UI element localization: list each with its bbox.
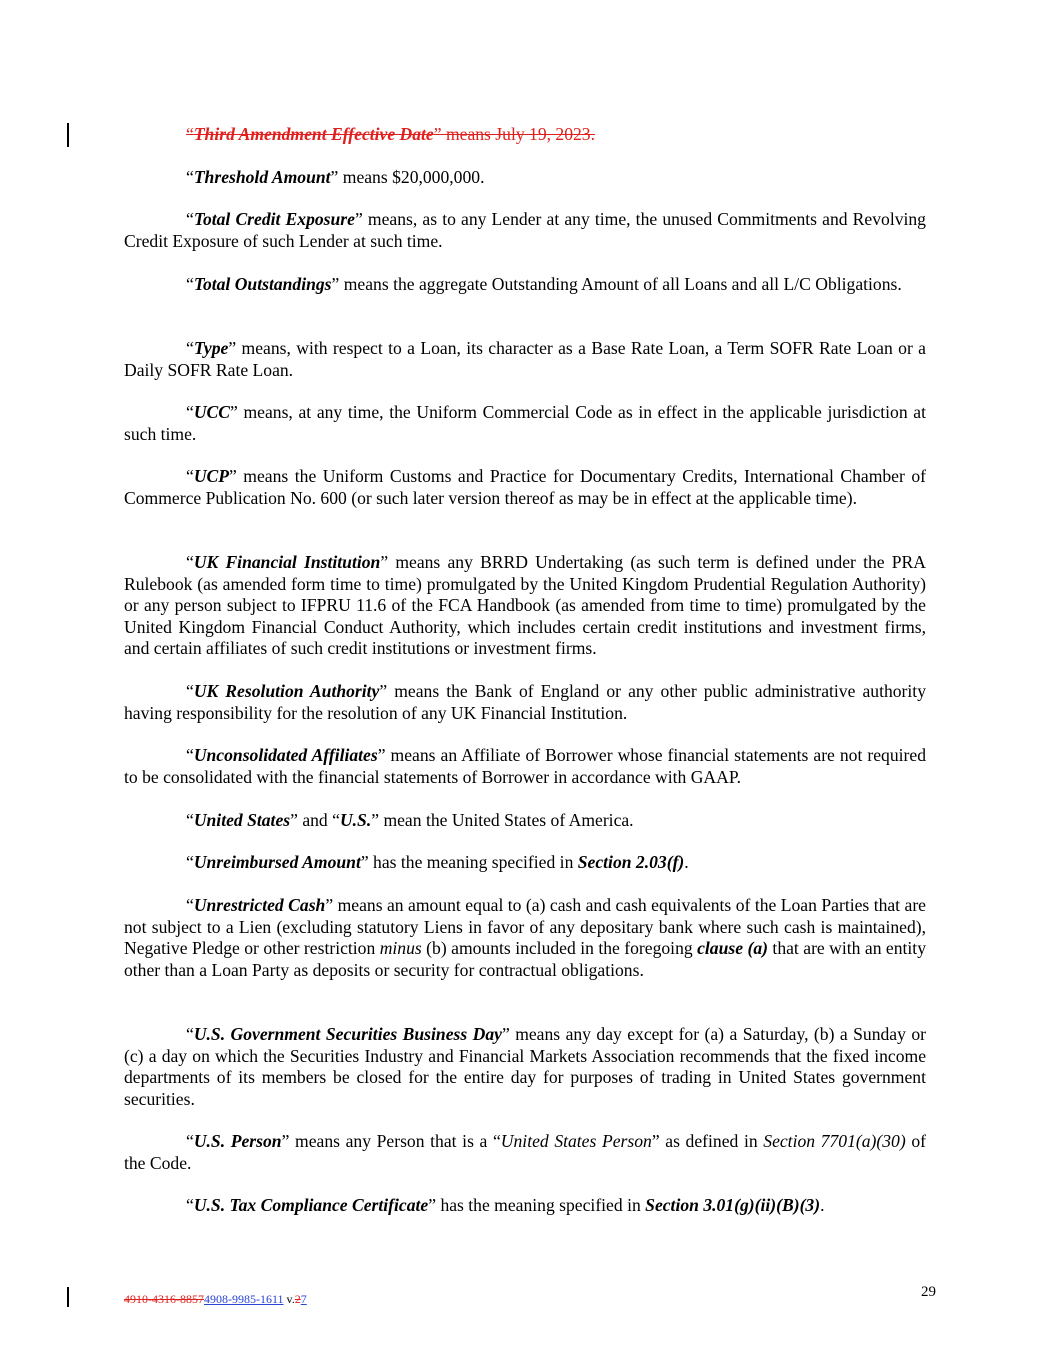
definition-text: “ bbox=[186, 338, 194, 358]
definition-text: ” means any BRRD Undertaking (as such term is defined under the PRA Rulebook (as amended form time to time) promulgated by the United Kingdom Prudential Regulation Authority) or any person subject to IFPRU 11.6 of the FCA Handbook (as amended from time to time) promulgated by the United Kingdom Financial Conduct Authority, which includes certain credit institutions and investment firms, and certain affiliates of such credit institutions or investment firms. bbox=[124, 552, 926, 659]
defined-term: UK Financial Institution bbox=[193, 552, 381, 572]
defined-term: Unconsolidated Affiliates bbox=[193, 745, 378, 765]
deleted-version: 2 bbox=[294, 1292, 301, 1306]
definition-text: “ bbox=[186, 274, 194, 294]
definition-text: ” has the meaning specified in bbox=[428, 1195, 646, 1215]
definition-united-states bbox=[124, 810, 926, 832]
definition-text: ” means $20,000,000. bbox=[330, 167, 485, 187]
definition-us-person bbox=[124, 1131, 926, 1174]
definition-total-outstandings bbox=[124, 274, 926, 296]
definition-third-amendment-effective-date bbox=[124, 124, 926, 146]
definition-text: (b) amounts included in the foregoing bbox=[421, 938, 698, 959]
definition-text: ” means, at any time, the Uniform Commercial Code as in effect in the applicable jurisdiction at such time. bbox=[124, 402, 926, 444]
definition-text: “ bbox=[186, 1024, 194, 1044]
definition-text: ” mean the United States of America. bbox=[371, 810, 634, 830]
definition-text: “ bbox=[186, 895, 194, 915]
definition-text: ” as defined in bbox=[651, 1131, 764, 1151]
defined-term: U.S. Person bbox=[193, 1131, 282, 1151]
definition-text: United States Person bbox=[500, 1131, 652, 1151]
defined-term: U.S. Government Securities Business Day bbox=[193, 1024, 502, 1044]
definition-text: “ bbox=[186, 552, 194, 572]
document-id-footer bbox=[124, 1292, 307, 1307]
defined-term: Type bbox=[193, 338, 229, 358]
definition-text: “ bbox=[186, 466, 194, 486]
definition-text: “ bbox=[186, 852, 194, 872]
version-prefix: v. bbox=[283, 1292, 295, 1306]
defined-term: UCC bbox=[193, 402, 230, 422]
definition-text: ” means the Bank of England or any other public administrative authority having responsibility for the resolution of any UK Financial Institution. bbox=[124, 681, 926, 723]
definition-text: “ bbox=[186, 810, 194, 830]
defined-term: Threshold Amount bbox=[193, 167, 331, 187]
defined-term: Total Outstandings bbox=[193, 274, 332, 294]
defined-term: UK Resolution Authority bbox=[193, 681, 380, 701]
deleted-doc-id: 4910-4316-8857 bbox=[124, 1292, 204, 1306]
definition-text: “ bbox=[186, 745, 194, 765]
definition-text: of the Code. bbox=[124, 1131, 926, 1173]
definition-text: “ bbox=[186, 167, 194, 187]
definition-text: “ bbox=[186, 1131, 194, 1151]
definition-text: “ bbox=[186, 681, 194, 701]
definition-text: ” means the Uniform Customs and Practice for Documentary Credits, International Chamber of Commerce Publication No. 600 (or such later version thereof as may be in effect at the applicable time). bbox=[124, 466, 926, 508]
definition-type bbox=[124, 338, 926, 381]
defined-term: Unrestricted Cash bbox=[193, 895, 326, 915]
definition-text: ” means the aggregate Outstanding Amount of all Loans and all L/C Obligations. bbox=[331, 274, 902, 294]
definition-text: ” means an Affiliate of Borrower whose financial statements are not required to be consolidated with the financial statements of Borrower in accordance with GAAP. bbox=[124, 745, 926, 787]
definition-text: “ bbox=[186, 1195, 194, 1215]
page-number: 29 bbox=[921, 1284, 936, 1300]
definition-text: “ bbox=[186, 124, 194, 144]
change-bar-footer bbox=[67, 1287, 69, 1307]
definition-text: Section 2.03(f) bbox=[577, 852, 685, 872]
definition-us-tax-compliance-certificate bbox=[124, 1195, 926, 1217]
definition-ucp bbox=[124, 466, 926, 509]
definition-threshold-amount bbox=[124, 167, 926, 189]
definition-text: “ bbox=[186, 209, 194, 229]
definition-text: . bbox=[684, 852, 689, 872]
definition-text: ” means any Person that is a “ bbox=[281, 1131, 501, 1151]
defined-term: Total Credit Exposure bbox=[193, 209, 355, 229]
definition-text: ” means an amount equal to (a) cash and cash equivalents of the Loan Parties that are not subject to a Lien (excluding statutory Liens in favor of any depositary bank where such cash is maintained), Negative Pledge or other restriction bbox=[124, 895, 926, 959]
definition-text: . bbox=[820, 1195, 825, 1215]
defined-term: U.S. Tax Compliance Certificate bbox=[193, 1195, 429, 1215]
definition-uk-resolution-authority bbox=[124, 681, 926, 724]
defined-term: UCP bbox=[193, 466, 229, 486]
definition-text: ” has the meaning specified in bbox=[360, 852, 578, 872]
definition-text: minus bbox=[379, 938, 422, 959]
definition-text: Section 3.01(g)(ii)(B)(3) bbox=[645, 1195, 821, 1215]
defined-term: Unreimbursed Amount bbox=[193, 852, 361, 872]
definition-text: “ bbox=[186, 402, 194, 422]
definition-unrestricted-cash bbox=[124, 895, 926, 981]
definition-us-government-securities-business-day bbox=[124, 1024, 926, 1110]
change-bar-top bbox=[67, 123, 69, 147]
definition-text: ” means any day except for (a) a Saturday, (b) a Sunday or (c) a day on which the Securities Industry and Financial Markets Association recommends that the fixed income departments of its members be closed for the entire day for purposes of trading in United States government securities. bbox=[124, 1024, 926, 1109]
definition-text: that are with an entity other than a Loan Party as deposits or security for contractual obligations. bbox=[124, 938, 926, 980]
inserted-version: 7 bbox=[300, 1292, 307, 1306]
definition-text: ” means July 19, 2023. bbox=[433, 124, 596, 144]
definition-uk-financial-institution bbox=[124, 552, 926, 660]
defined-term: United States bbox=[193, 810, 291, 830]
defined-term: Third Amendment Effective Date bbox=[193, 124, 434, 144]
definition-text: Section 7701(a)(30) bbox=[763, 1131, 906, 1151]
definition-total-credit-exposure bbox=[124, 209, 926, 252]
definition-ucc bbox=[124, 402, 926, 445]
definition-text: ” means, as to any Lender at any time, the unused Commitments and Revolving Credit Exposure of such Lender at such time. bbox=[124, 209, 926, 251]
defined-term: U.S. bbox=[339, 810, 372, 830]
inserted-doc-id: 4908-9985-1611 bbox=[204, 1292, 284, 1306]
definition-unreimbursed-amount bbox=[124, 852, 926, 874]
definition-text: ” means, with respect to a Loan, its character as a Base Rate Loan, a Term SOFR Rate Loan or a Daily SOFR Rate Loan. bbox=[124, 338, 926, 380]
definition-text: clause (a) bbox=[697, 938, 768, 959]
definition-unconsolidated-affiliates bbox=[124, 745, 926, 788]
definition-text: ” and “ bbox=[290, 810, 340, 830]
